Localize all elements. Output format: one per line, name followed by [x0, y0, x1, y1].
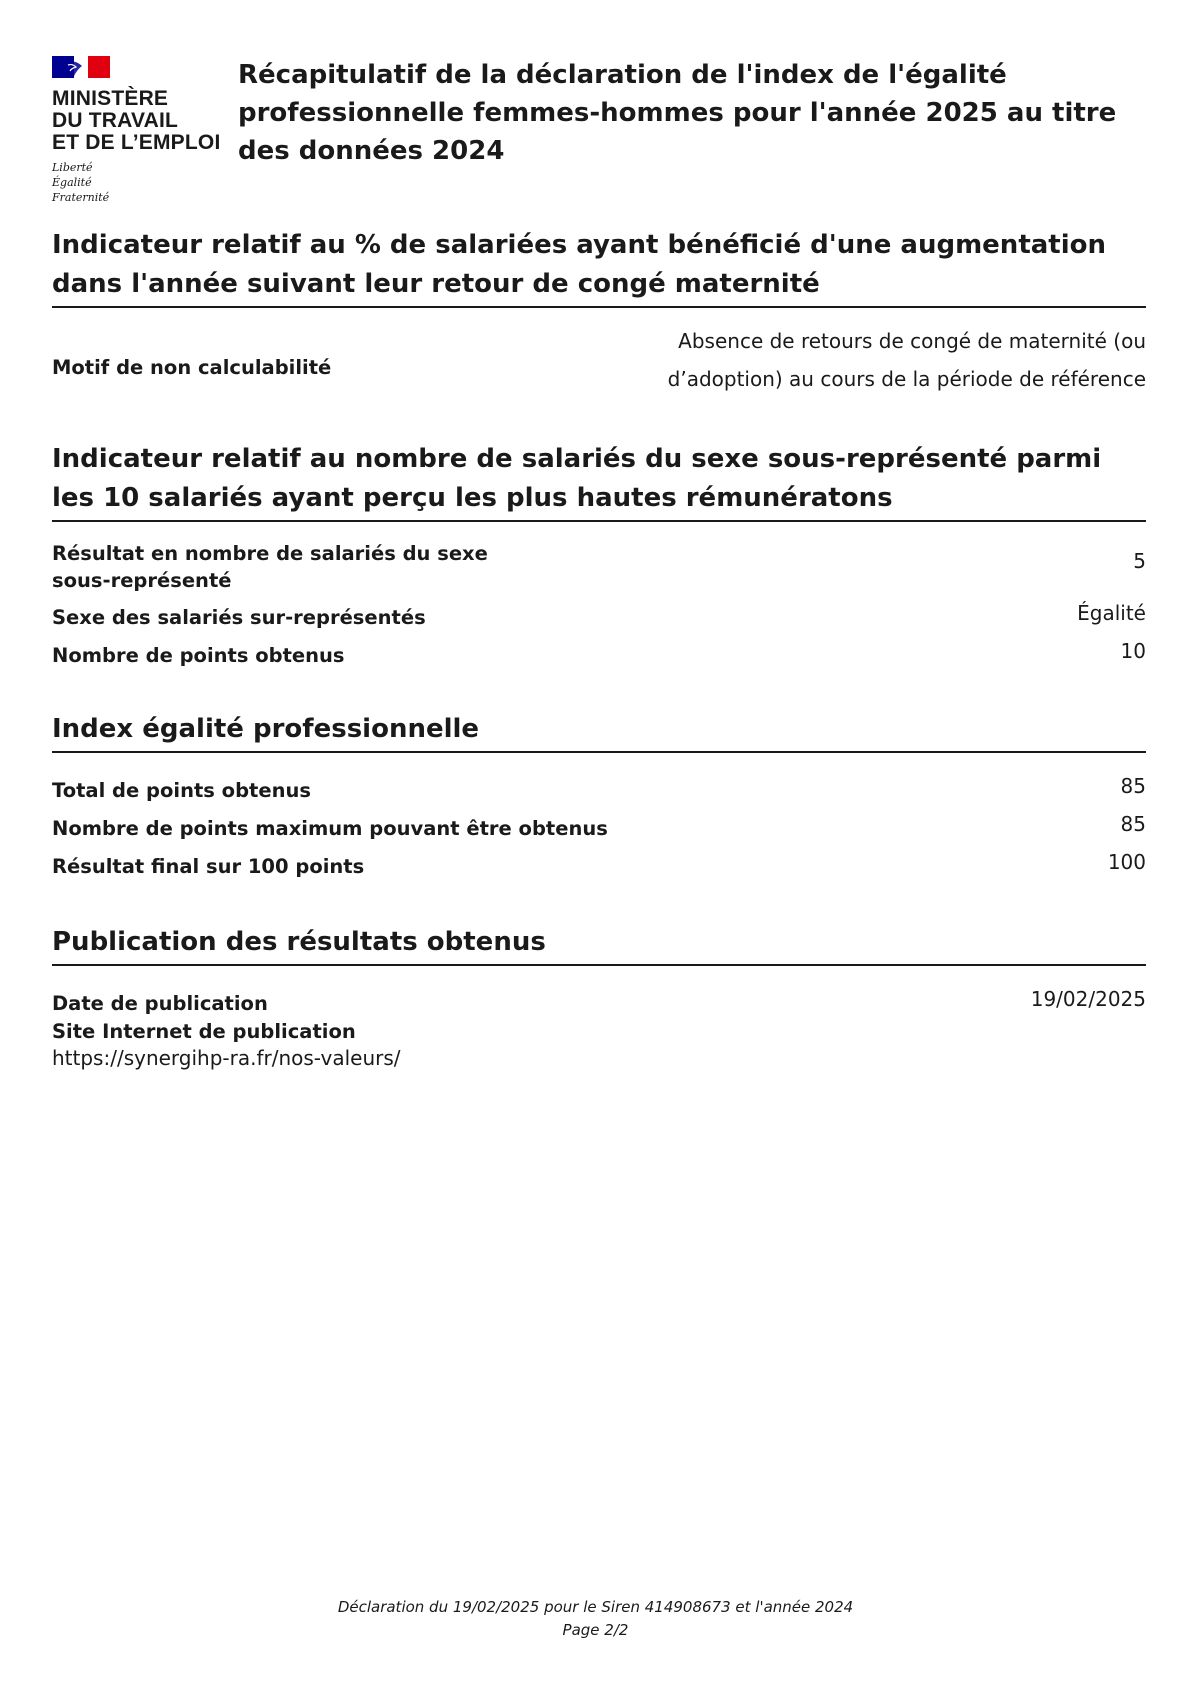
- row-total-points: [52, 773, 1146, 811]
- row-label: Sexe des salariés sur-représentés: [52, 606, 426, 629]
- row-non-calculable: [52, 322, 1146, 422]
- row-label: Total de points obtenus: [52, 779, 311, 802]
- section-index: [52, 710, 1146, 887]
- row-result-count: [52, 540, 1146, 600]
- row-value: [668, 322, 1146, 398]
- marianne-flag-icon: [52, 56, 110, 78]
- section-title: Indicateur relatif au nombre de salariés du sexe sous-représenté parmi les 10 salariés ayant perçu les plus hautes rémunératons: [52, 440, 1146, 522]
- footer-page-number: Page 2/2: [562, 1621, 629, 1639]
- row-value: 85: [1120, 774, 1146, 798]
- row-value: 100: [1107, 850, 1146, 874]
- row-value: 85: [1120, 812, 1146, 836]
- motto-line-2: Égalité: [52, 176, 92, 189]
- page-footer: [0, 1596, 1191, 1642]
- row-max-points: [52, 811, 1146, 849]
- row-label: Nombre de points maximum pouvant être obtenus: [52, 817, 608, 840]
- row-value: 19/02/2025: [1030, 987, 1146, 1011]
- row-publication-date: [52, 986, 1146, 1018]
- footer-declaration: Déclaration du 19/02/2025 pour le Siren 414908673 et l'année 2024: [337, 1598, 854, 1616]
- row-value-line-1: Absence de retours de congé de maternité (ou: [678, 329, 1146, 353]
- row-overrepresented-sex: [52, 600, 1146, 638]
- row-label: Résultat final sur 100 points: [52, 855, 365, 878]
- row-value: Égalité: [1077, 601, 1146, 625]
- ministry-line-3: ET DE L’EMPLOI: [52, 131, 221, 154]
- row-publication-site: [52, 1018, 1146, 1071]
- row-points: [52, 638, 1146, 676]
- section-title: Indicateur relatif au % de salariées ayant bénéficié d'une augmentation dans l'année suivant leur retour de congé maternité: [52, 226, 1146, 308]
- row-label: Site Internet de publication: [52, 1020, 356, 1043]
- ministry-name: [52, 88, 220, 154]
- section-publication: [52, 923, 1146, 1071]
- row-label: Date de publication: [52, 992, 268, 1015]
- publication-url: https://synergihp-ra.fr/nos-valeurs/: [52, 1046, 401, 1070]
- row-value: 10: [1120, 639, 1146, 663]
- section-top10: [52, 440, 1146, 676]
- ministry-line-2: DU TRAVAIL: [52, 109, 179, 132]
- row-label: Résultat en nombre de salariés du sexe sous-représenté: [52, 542, 488, 592]
- section-maternity: [52, 226, 1146, 422]
- row-label: Nombre de points obtenus: [52, 644, 345, 667]
- row-value-line-2: d’adoption) au cours de la période de référence: [667, 367, 1146, 391]
- motto-line-3: Fraternité: [52, 191, 110, 204]
- row-value: 5: [1133, 549, 1146, 573]
- ministry-logo: [52, 56, 227, 206]
- document-title: Récapitulatif de la déclaration de l'index de l'égalité professionnelle femmes-hommes pour l'année 2025 au titre des données 2024: [238, 60, 1117, 166]
- row-label: Motif de non calculabilité: [52, 356, 332, 379]
- republic-motto: [52, 160, 109, 205]
- section-title: Index égalité professionnelle: [52, 710, 1146, 753]
- motto-line-1: Liberté: [52, 161, 93, 174]
- row-final-result: [52, 849, 1146, 887]
- section-title: Publication des résultats obtenus: [52, 923, 1146, 966]
- ministry-line-1: MINISTÈRE: [52, 87, 169, 110]
